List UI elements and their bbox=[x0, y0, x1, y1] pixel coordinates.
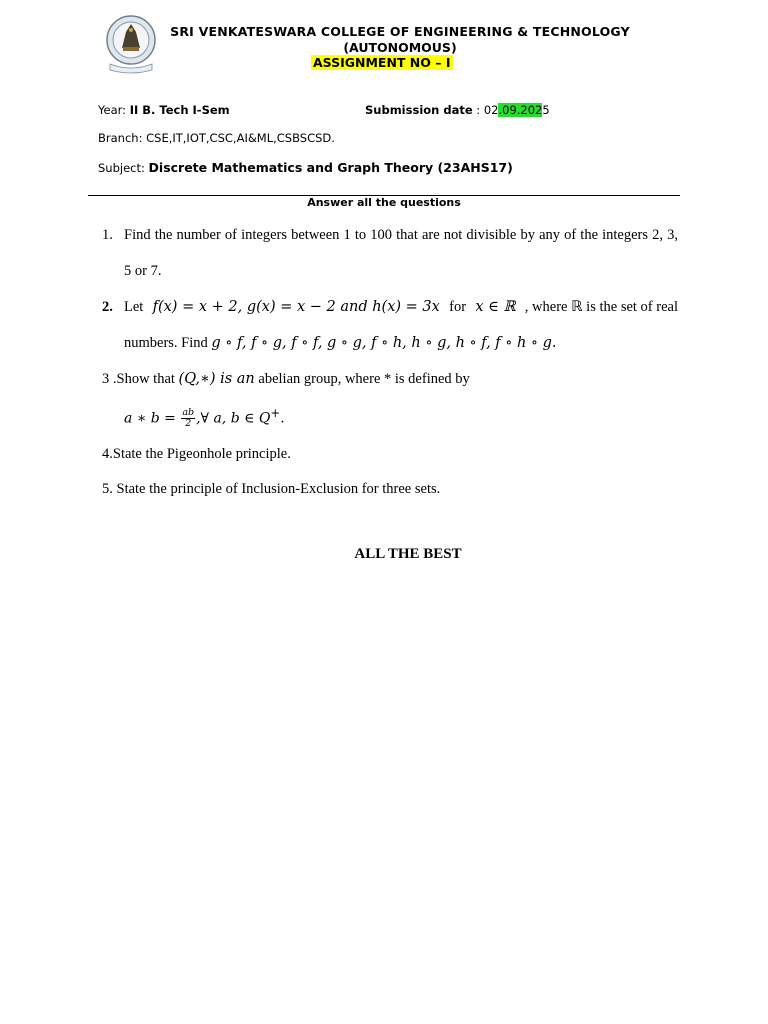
question-3-prefix: 3 .Show that bbox=[102, 371, 175, 387]
formula-fraction bbox=[181, 408, 195, 429]
subject-name: Discrete Mathematics and Graph Theory (23AHS17) bbox=[148, 160, 513, 175]
submission-date-row bbox=[365, 103, 550, 117]
question-1 bbox=[98, 217, 678, 289]
question-5: 5. State the principle of Inclusion-Exclusion for three sets. bbox=[102, 481, 441, 497]
question-2-number: 2. bbox=[102, 299, 113, 315]
question-2-domain: x ∈ ℝ bbox=[475, 299, 516, 315]
college-logo bbox=[102, 14, 160, 76]
branch-value: CSE,IT,IOT,CSC,AI&ML,CSBSCSD. bbox=[146, 131, 335, 145]
fraction-denominator: 2 bbox=[185, 418, 192, 430]
question-2-line-2 bbox=[124, 325, 678, 361]
question-2-functions: f(x) = x + 2, g(x) = x − 2 and h(x) = 3x bbox=[152, 299, 440, 315]
subject-row bbox=[98, 160, 513, 175]
submission-label: Submission date bbox=[365, 103, 473, 117]
fraction-numerator: ab bbox=[182, 407, 195, 419]
college-status: (AUTONOMOUS) bbox=[343, 40, 457, 55]
submission-date: 02.09.2025 bbox=[483, 103, 550, 117]
branch-row bbox=[98, 131, 335, 145]
question-2-where: , where ℝ is the set of real bbox=[524, 299, 678, 315]
question-4: 4.State the Pigeonhole principle. bbox=[102, 446, 291, 462]
question-2-compositions: g ∘ f, f ∘ g, f ∘ f, g ∘ g, f ∘ h, h ∘ g, h ∘ f, f ∘ h ∘ g. bbox=[211, 335, 557, 351]
formula-superscript: + bbox=[270, 406, 281, 420]
assignment-title: ASSIGNMENT NO – I bbox=[313, 55, 451, 70]
question-2-line-1 bbox=[124, 289, 678, 325]
closing-message: ALL THE BEST bbox=[354, 546, 462, 562]
formula-end: . bbox=[280, 410, 285, 427]
instructions: Answer all the questions bbox=[307, 196, 461, 209]
submission-separator: : bbox=[472, 103, 484, 117]
question-2 bbox=[98, 289, 678, 361]
college-seal-icon bbox=[102, 14, 160, 76]
question-3-suffix: abelian group, where * is defined by bbox=[258, 371, 470, 387]
question-1-number: 1. bbox=[102, 227, 113, 243]
question-2-let: Let bbox=[124, 299, 144, 315]
branch-label: Branch: bbox=[98, 131, 147, 145]
question-1-text: Find the number of integers between 1 to 100 that are not divisible by any of the integers 2, 3, 5 or 7. bbox=[124, 227, 678, 279]
question-2-for: for bbox=[449, 299, 467, 315]
question-3-structure: (Q,∗) is an bbox=[178, 371, 255, 387]
question-3 bbox=[102, 361, 678, 397]
formula-rhs: ,∀ a, b ∈ Q bbox=[196, 410, 271, 427]
question-3-formula bbox=[124, 398, 285, 434]
year-label: Year: bbox=[98, 103, 130, 117]
subject-label: Subject: bbox=[98, 161, 149, 175]
year-value: II B. Tech I-Sem bbox=[129, 103, 230, 117]
formula-lhs: a ∗ b = bbox=[124, 410, 176, 427]
college-name: SRI VENKATESWARA COLLEGE OF ENGINEERING & TECHNOLOGY bbox=[170, 24, 630, 39]
year-row bbox=[98, 103, 230, 117]
question-2-find: numbers. Find bbox=[124, 335, 208, 351]
